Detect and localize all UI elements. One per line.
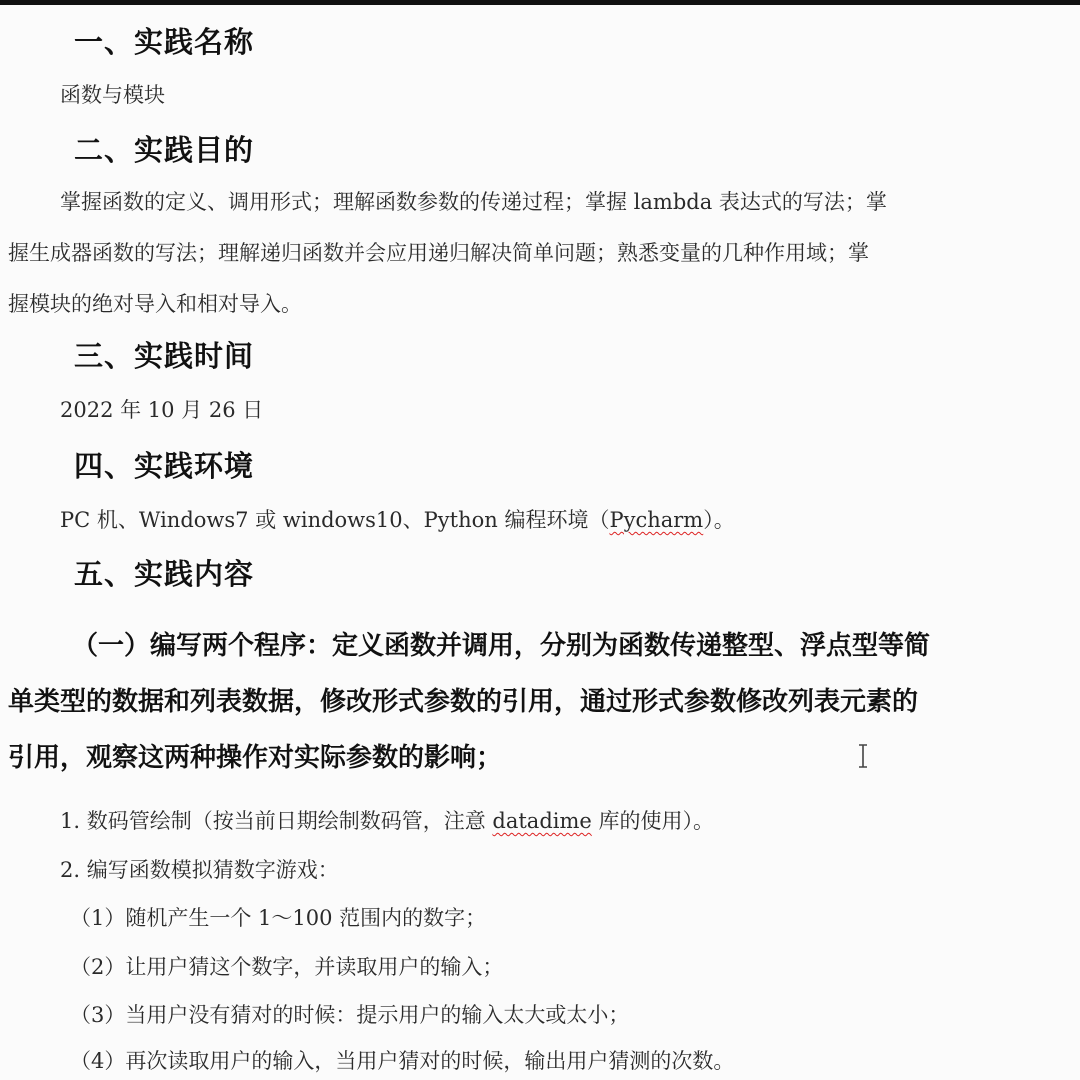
heading-practice-content: 五、实践内容 [74,557,255,591]
item1-text-before: 1. 数码管绘制（按当前日期绘制数码管，注意 [60,809,493,833]
practice-name-text: 函数与模块 [60,83,165,107]
heading-practice-purpose: 二、实践目的 [74,133,255,167]
task-line-1: （一）编写两个程序：定义函数并调用，分别为函数传递整型、浮点型等简 [72,631,931,661]
sub-item-2: （2）让用户猜这个数字，并读取用户的输入； [70,955,504,979]
purpose-line-1: 掌握函数的定义、调用形式；理解函数参数的传递过程；掌握 lambda 表达式的写法；掌 [60,190,887,214]
spellcheck-flagged-word-datadime[interactable]: datadime [492,809,592,833]
practice-purpose-paragraph [8,177,1072,330]
list-item-digital-tube [60,806,714,836]
environment-text-before: PC 机、Windows7 或 windows10、Python 编程环境（ [60,508,610,532]
heading-practice-environment: 四、实践环境 [74,449,255,483]
task-line-3: 引用，观察这两种操作对实际参数的影响； [8,743,503,773]
heading-practice-name: 一、实践名称 [74,25,255,59]
purpose-line-3: 握模块的绝对导入和相对导入。 [8,292,302,316]
sub-item-3: （3）当用户没有猜对的时候：提示用户的输入太大或太小； [70,1003,630,1027]
item1-text-after: 库的使用）。 [591,809,714,833]
environment-text-after: ）。 [703,508,735,532]
heading-practice-time: 三、实践时间 [74,339,255,373]
sub-item-1: （1）随机产生一个 1～100 范围内的数字； [70,906,487,930]
practice-time-text: 2022 年 10 月 26 日 [60,398,264,422]
task-one-paragraph [8,618,1076,786]
sub-item-4: （4）再次读取用户的输入，当用户猜对的时候，输出用户猜测的次数。 [70,1049,735,1073]
text-cursor-icon [857,744,869,768]
task-line-2: 单类型的数据和列表数据，修改形式参数的引用，通过形式参数修改列表元素的 [8,687,919,717]
list-item-guess-game: 2. 编写函数模拟猜数字游戏： [60,858,339,882]
purpose-line-2: 握生成器函数的写法；理解递归函数并会应用递归解决简单问题；熟悉变量的几种作用域；掌 [8,241,869,265]
practice-environment-text [60,505,735,535]
spellcheck-flagged-word[interactable]: Pycharm [609,508,704,532]
